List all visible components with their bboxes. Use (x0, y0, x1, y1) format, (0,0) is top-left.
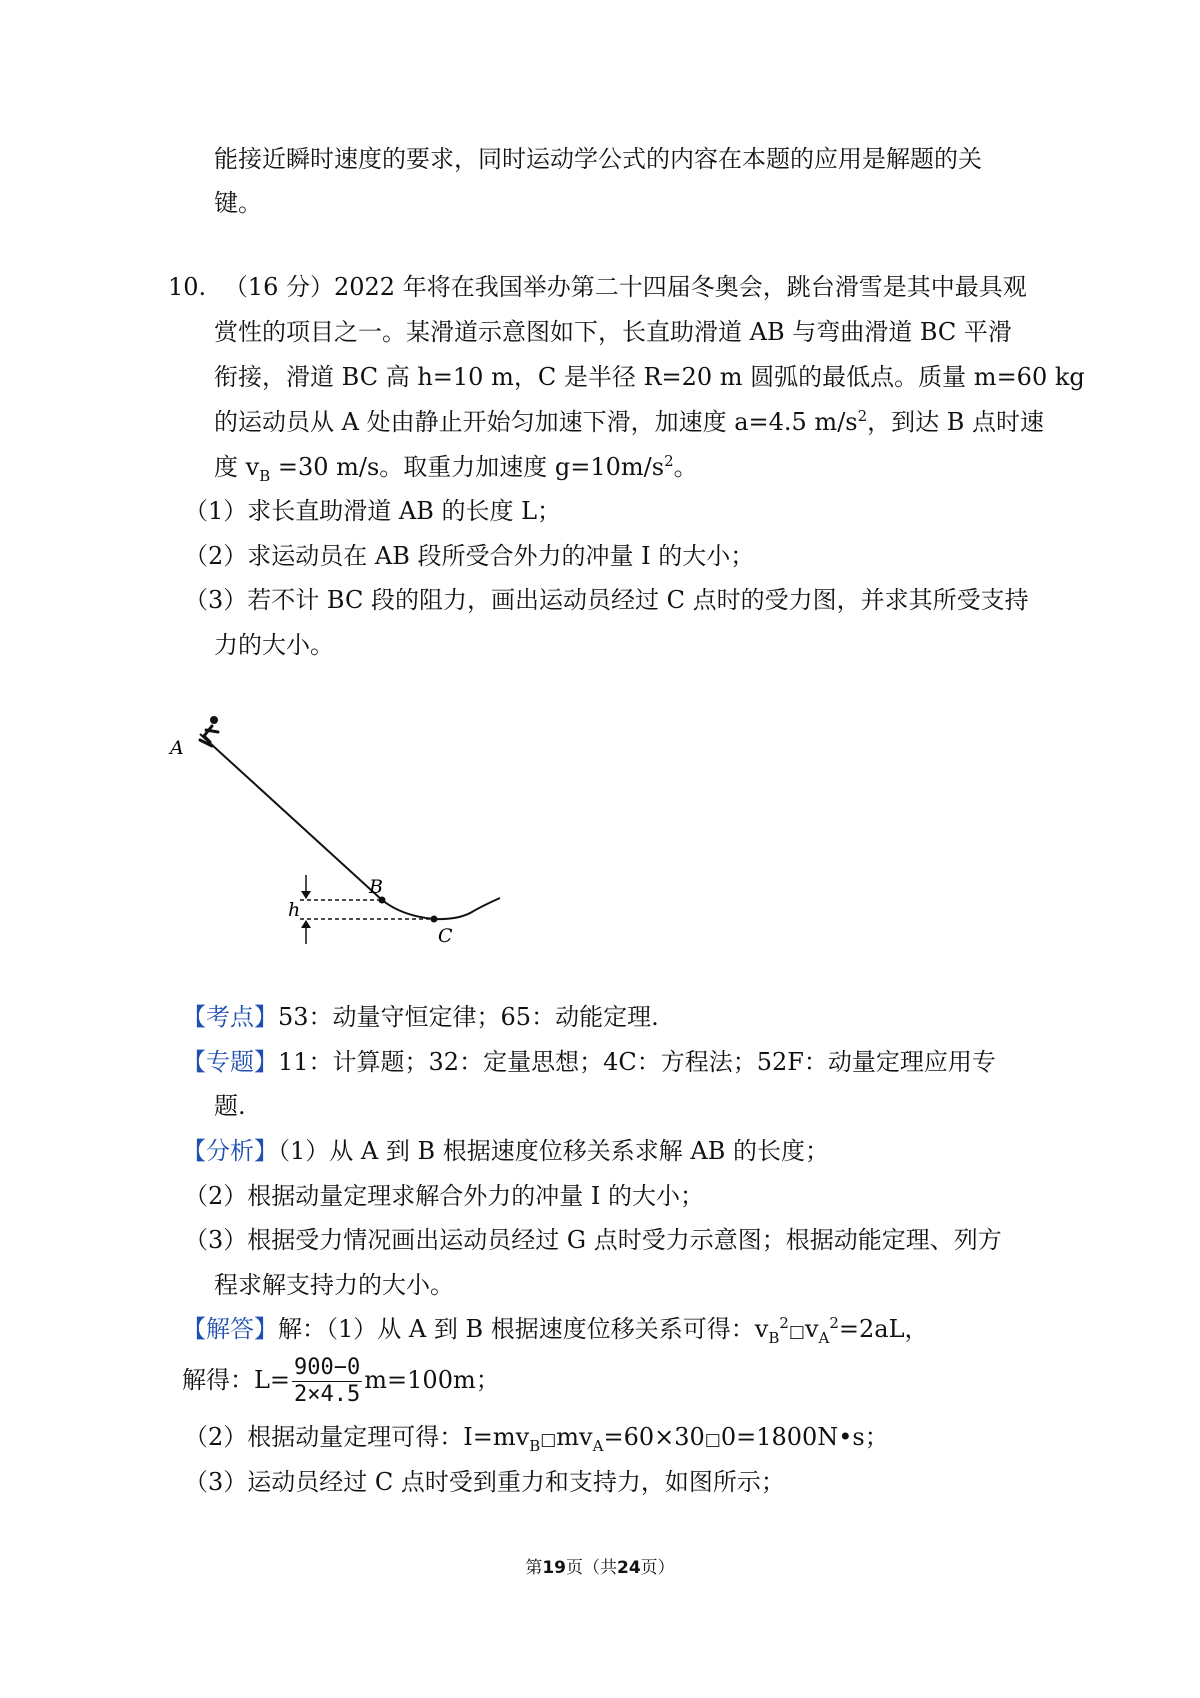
fenxi-line-4: 程求解支持力的大小。 (214, 1271, 454, 1299)
prev-answer-line-2: 键。 (214, 189, 262, 217)
fenxi-tag: 【分析】 (182, 1137, 278, 1165)
zhuanti-line-2: 题. (214, 1092, 246, 1120)
label-c: C (438, 925, 453, 947)
kaodian-tag: 【考点】 (182, 1003, 278, 1031)
label-b: B (369, 876, 383, 898)
footer-suffix: 页） (640, 1558, 675, 1578)
q-line4-sup: 2 (857, 407, 868, 425)
zhuanti-text: 11：计算题；32：定量思想；4C：方程法；52F：动量定理应用专 (278, 1048, 996, 1076)
fenxi-line-2: （2）根据动量定理求解合外力的冲量 I 的大小； (184, 1182, 705, 1210)
jieda-l1-c: =2aL， (838, 1315, 929, 1343)
jieda-l2-b: m=100m； (364, 1366, 500, 1394)
jieda-line-3 (184, 1420, 889, 1457)
jieda-l3-box1: □ (540, 1430, 557, 1450)
zhuanti-tag: 【专题】 (182, 1048, 278, 1076)
zhuanti-line-1 (182, 1045, 996, 1079)
jieda-line-1 (182, 1312, 929, 1349)
question-text-1: 2022 年将在我国举办第二十四届冬奥会，跳台滑雪是其中最具观 (333, 273, 1027, 301)
question-10-line-2: 赏性的项目之一。某滑道示意图如下，长直助滑道 AB 与弯曲滑道 BC 平滑 (214, 318, 1012, 346)
fraction-numerator: 900−0 (294, 1355, 361, 1380)
fenxi-line-1 (182, 1134, 829, 1168)
jieda-l2-a: 解得：L= (182, 1366, 291, 1394)
q-line5-c: 。 (673, 453, 698, 481)
arrow-up-icon (301, 920, 311, 928)
sub-question-3-line-2: 力的大小。 (214, 631, 334, 659)
arrow-down-icon (301, 891, 311, 899)
kaodian-text: 53：动量守恒定律；65：动能定理. (278, 1003, 659, 1031)
fenxi-line-3: （3）根据受力情况画出运动员经过 G 点时受力示意图；根据动能定理、列方 (184, 1226, 1002, 1254)
jieda-l3-d: 0=1800N•s； (720, 1423, 889, 1451)
track-path (200, 734, 500, 919)
q-line5-a: 度 v (214, 453, 260, 481)
q-line4-b: ，到达 B 点时速 (867, 408, 1045, 436)
label-a: A (170, 737, 184, 759)
jieda-tag: 【解答】 (182, 1315, 278, 1343)
footer-prefix: 第 (525, 1558, 543, 1578)
jieda-l1-sup2: 2 (829, 1314, 839, 1332)
question-10-line-1 (168, 270, 1027, 304)
ski-track-figure (170, 720, 516, 960)
footer-total-pages: 24 (617, 1558, 641, 1578)
jieda-l1-b: v (804, 1315, 819, 1343)
jieda-l3-c: =60×30 (603, 1423, 705, 1451)
fenxi-text-1: （1）从 A 到 B 根据速度位移关系求解 AB 的长度； (278, 1137, 829, 1165)
question-number: 10. (168, 273, 207, 301)
jieda-l1-sup1: 2 (779, 1314, 789, 1332)
sub-question-2: （2）求运动员在 AB 段所受合外力的冲量 I 的大小； (184, 542, 755, 570)
q-line5-sup: 2 (664, 452, 674, 470)
kaodian-line (182, 1000, 659, 1034)
prev-answer-line-1: 能接近瞬时速度的要求，同时运动学公式的内容在本题的应用是解题的关 (214, 145, 982, 173)
jieda-l3-b: mv (556, 1423, 593, 1451)
jieda-l1-sub2: A (818, 1328, 830, 1347)
q-line4-a: 的运动员从 A 处由静止开始匀加速下滑，加速度 a=4.5 m/s (214, 408, 858, 436)
jieda-l3-box2: □ (704, 1430, 721, 1450)
sub-question-1: （1）求长直助滑道 AB 的长度 L； (184, 497, 562, 525)
jieda-l3-sub1: B (529, 1436, 541, 1455)
q-line5-b: =30 m/s。取重力加速度 g=10m/s (270, 453, 665, 481)
jieda-l3-sub2: A (592, 1436, 604, 1455)
jieda-l1-a: 解：（1）从 A 到 B 根据速度位移关系可得：v (278, 1315, 769, 1343)
question-10-line-4 (214, 405, 1044, 439)
question-score: （16 分） (223, 273, 334, 301)
fraction (292, 1355, 362, 1408)
jieda-l1-sub1: B (768, 1328, 780, 1347)
label-h: h (288, 899, 301, 921)
jieda-line-2 (182, 1350, 500, 1410)
sub-question-3-line-1: （3）若不计 BC 段的阻力，画出运动员经过 C 点时的受力图，并求其所受支持 (184, 586, 1029, 614)
jieda-l1-box: □ (788, 1322, 805, 1342)
q-line5-sub: B (259, 466, 271, 485)
jieda-line-4: （3）运动员经过 C 点时受到重力和支持力，如图所示； (184, 1468, 785, 1496)
fraction-denominator: 2×4.5 (294, 1382, 361, 1407)
footer-page-number: 19 (542, 1558, 566, 1578)
page-footer (0, 1553, 1200, 1578)
footer-middle: 页（共 (566, 1558, 617, 1578)
question-10-line-5 (214, 450, 698, 484)
jieda-l3-a: （2）根据动量定理可得：I=mv (184, 1423, 530, 1451)
question-10-line-3: 衔接，滑道 BC 高 h=10 m，C 是半径 R=20 m 圆弧的最低点。质量 m=60 kg (214, 363, 1085, 391)
